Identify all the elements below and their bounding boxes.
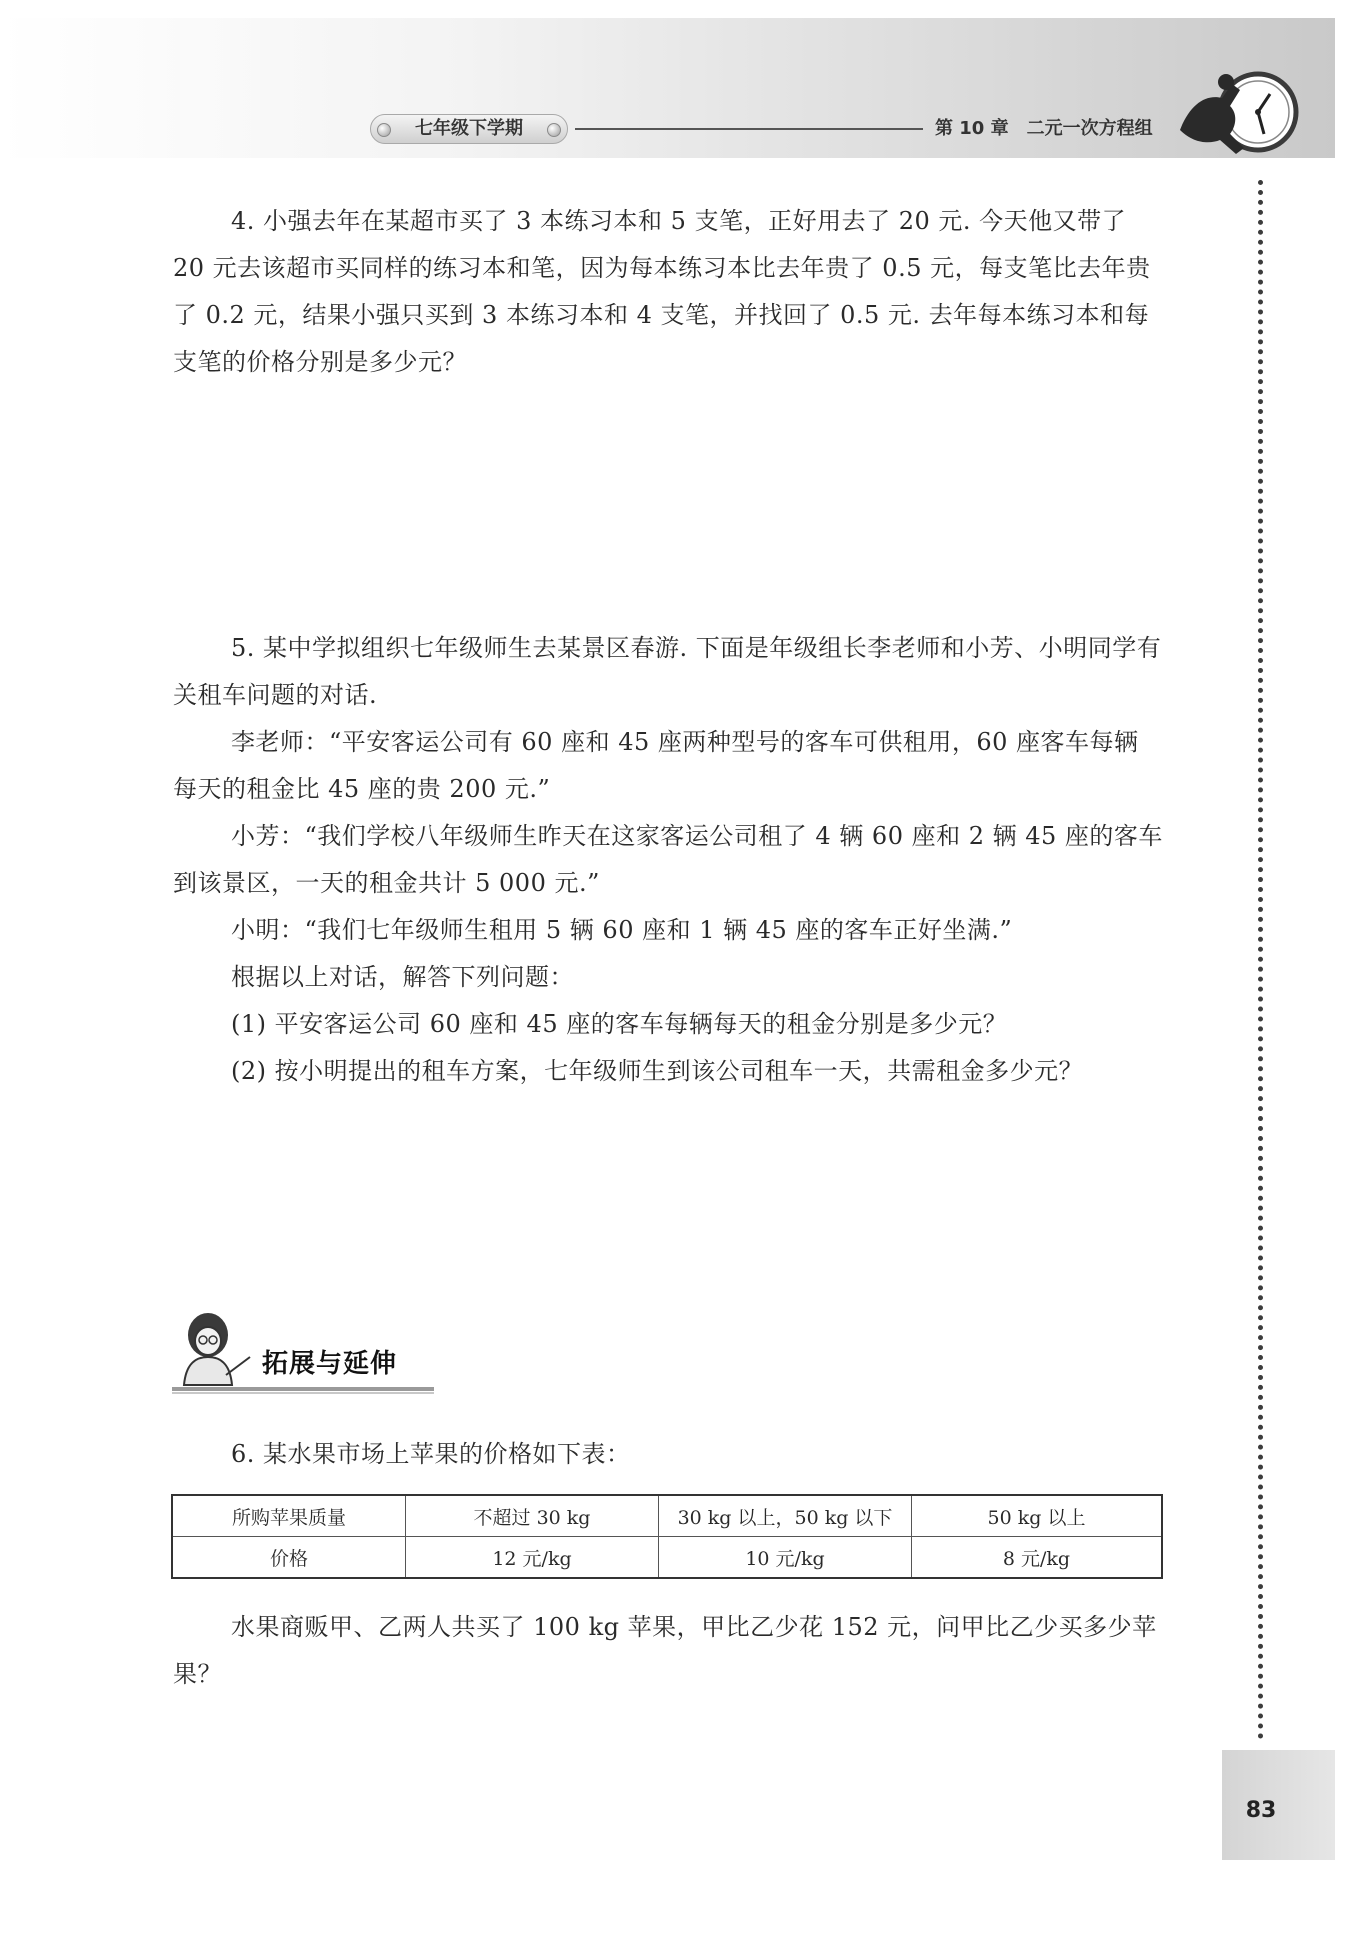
problem-6-question: 水果商贩甲、乙两人共买了 100 kg 苹果，甲比乙少花 152 元，问甲比乙少买多少苹果？ — [173, 1613, 1157, 1688]
question-5-2: (2) 按小明提出的租车方案，七年级师生到该公司租车一天，共需租金多少元？ — [231, 1057, 1084, 1085]
dialogue-xiaoming: 小明：“我们七年级师生租用 5 辆 60 座和 1 辆 45 座的客车正好坐满.” — [231, 916, 1013, 944]
table-cell: 所购苹果质量 — [172, 1495, 406, 1537]
apple-price-table — [171, 1494, 1163, 1579]
problem-4-text: 4. 小强去年在某超市买了 3 本练习本和 5 支笔，正好用去了 20 元. 今天他又带了 20 元去该超市买同样的练习本和笔，因为每本练习本比去年贵了 0.5 元，每支笔比去年贵了 0.2 元，结果小强只买到 3 本练习本和 4 支笔，并找回了 0.5 元. 去年每本练习本和每支笔的价格分别是多少元？ — [173, 207, 1151, 376]
header-rule — [575, 128, 923, 130]
table-row — [172, 1495, 1162, 1537]
problem-5-prompt: 根据以上对话，解答下列问题： — [231, 963, 574, 991]
table-cell: 不超过 30 kg — [406, 1495, 659, 1537]
problem-5-intro: 5. 某中学拟组织七年级师生去某景区春游. 下面是年级组长李老师和小芳、小明同学有关租车问题的对话. — [173, 634, 1162, 709]
grade-label: 七年级下学期 — [415, 118, 523, 139]
dotted-margin — [1258, 180, 1263, 1740]
runner-clock-icon — [1160, 64, 1300, 164]
table-cell: 30 kg 以上，50 kg 以下 — [659, 1495, 912, 1537]
grade-badge — [370, 114, 568, 144]
table-cell: 8 元/kg — [912, 1537, 1163, 1579]
table-cell: 10 元/kg — [659, 1537, 912, 1579]
table-cell: 50 kg 以上 — [912, 1495, 1163, 1537]
table-row — [172, 1537, 1162, 1579]
page-number: 83 — [1245, 1798, 1277, 1823]
problem-6-intro: 6. 某水果市场上苹果的价格如下表： — [231, 1440, 631, 1468]
pill-left-dot — [377, 123, 391, 137]
section-title: 拓展与延伸 — [262, 1349, 398, 1379]
pill-right-dot — [547, 123, 561, 137]
dialogue-xiaofang: 小芳：“我们学校八年级师生昨天在这家客运公司租了 4 辆 60 座和 2 辆 45 座的客车到该景区，一天的租金共计 5 000 元.” — [173, 822, 1163, 897]
dialogue-teacher-li: 李老师：“平安客运公司有 60 座和 45 座两种型号的客车可供租用，60 座客车每辆每天的租金比 45 座的贵 200 元.” — [173, 728, 1139, 803]
table-cell: 价格 — [172, 1537, 406, 1579]
table-cell: 12 元/kg — [406, 1537, 659, 1579]
chapter-title: 第 10 章 二元一次方程组 — [935, 118, 1153, 139]
question-5-1: (1) 平安客运公司 60 座和 45 座的客车每辆每天的租金分别是多少元？ — [231, 1010, 1008, 1038]
